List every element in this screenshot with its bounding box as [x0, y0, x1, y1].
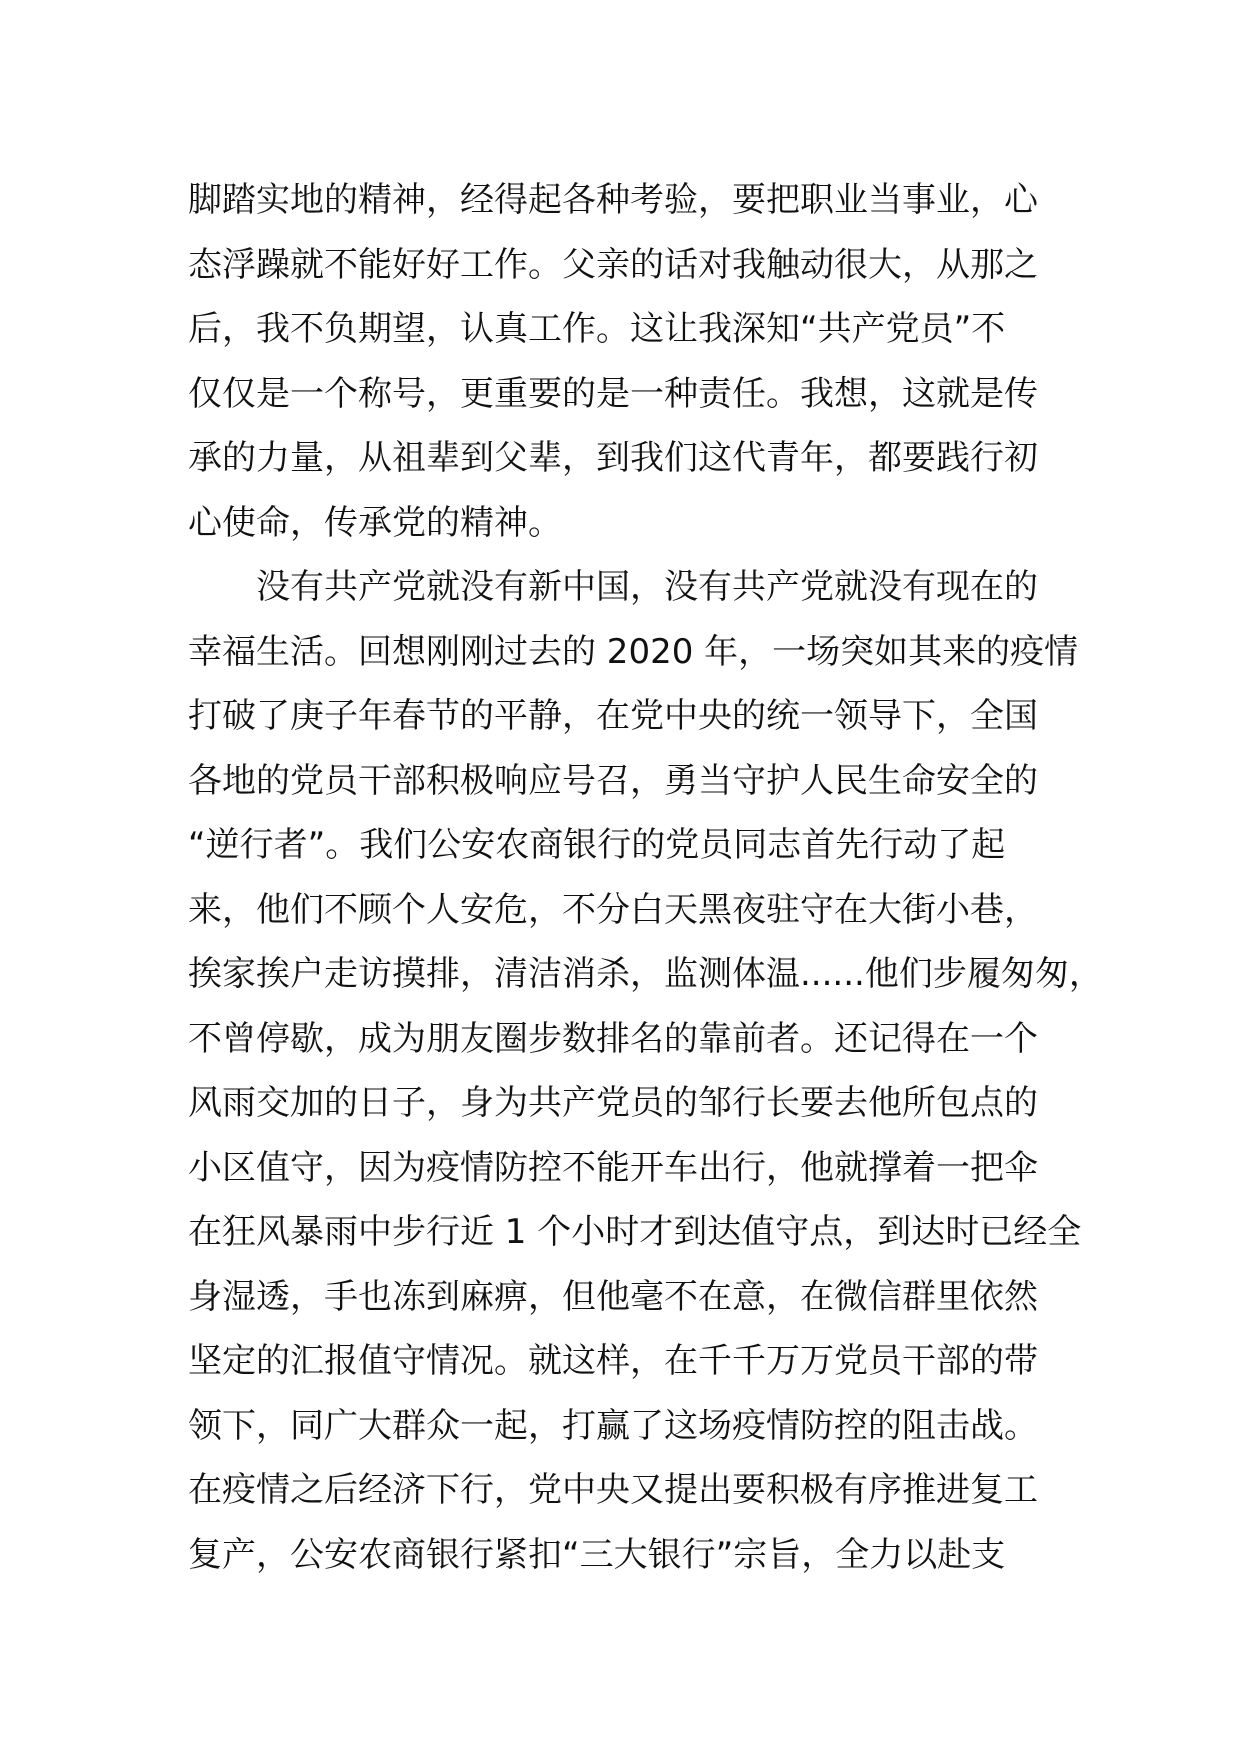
text-line: 风雨交加的日子，身为共产党员的邹行长要去他所包点的: [188, 1083, 1038, 1123]
text-line: 小区值守，因为疫情防控不能开车出行，他就撑着一把伞: [188, 1147, 1038, 1188]
text-line: 仅仅是一个称号，更重要的是一种责任。我想，这就是传: [188, 373, 1038, 414]
text-line: 没有共产党就没有新中国，没有共产党就没有现在的: [188, 567, 1038, 607]
text-line: 身湿透，手也冻到麻痹，但他毫不在意，在微信群里依然: [188, 1276, 1038, 1317]
text-line: 不曾停歇，成为朋友圈步数排名的靠前者。还记得在一个: [188, 1018, 1038, 1059]
text-line: 态浮躁就不能好好工作。父亲的话对我触动很大，从那之: [188, 244, 1038, 285]
text-line: 后，我不负期望，认真工作。这让我深知“共产党员”不: [188, 309, 1006, 349]
text-line: 在狂风暴雨中步行近 1 个小时才到达值守点，到达时已经全: [188, 1212, 1082, 1252]
text-line: 心使命，传承党的精神。: [188, 502, 562, 543]
text-line: 领下，同广大群众一起，打赢了这场疫情防控的阻击战。: [188, 1405, 1038, 1446]
text-line: 坚定的汇报值守情况。就这样，在千千万万党员干部的带: [188, 1341, 1038, 1381]
text-line: 承的力量，从祖辈到父辈，到我们这代青年，都要践行初: [188, 438, 1038, 478]
text-line: “逆行者”。我们公安农商银行的党员同志首先行动了起: [188, 825, 1006, 865]
text-line: 打破了庚子年春节的平静，在党中央的统一领导下，全国: [188, 696, 1038, 736]
text-line: 各地的党员干部积极响应号召，勇当守护人民生命安全的: [188, 760, 1038, 801]
text-line: 复产，公安农商银行紧扣“三大银行”宗旨，全力以赴支: [188, 1534, 1006, 1575]
text-line: 脚踏实地的精神，经得起各种考验，要把职业当事业，心: [188, 180, 1038, 220]
text-line: 在疫情之后经济下行，党中央又提出要积极有序推进复工: [188, 1470, 1038, 1510]
text-line: 来，他们不顾个人安危，不分白天黑夜驻守在大街小巷，: [188, 889, 1038, 930]
text-line: 幸福生活。回想刚刚过去的 2020 年，一场突如其来的疫情: [188, 631, 1079, 672]
body-text: [188, 168, 1103, 1587]
text-line: 挨家挨户走访摸排，清洁消杀，监测体温......他们步履匆匆，: [188, 954, 1103, 994]
